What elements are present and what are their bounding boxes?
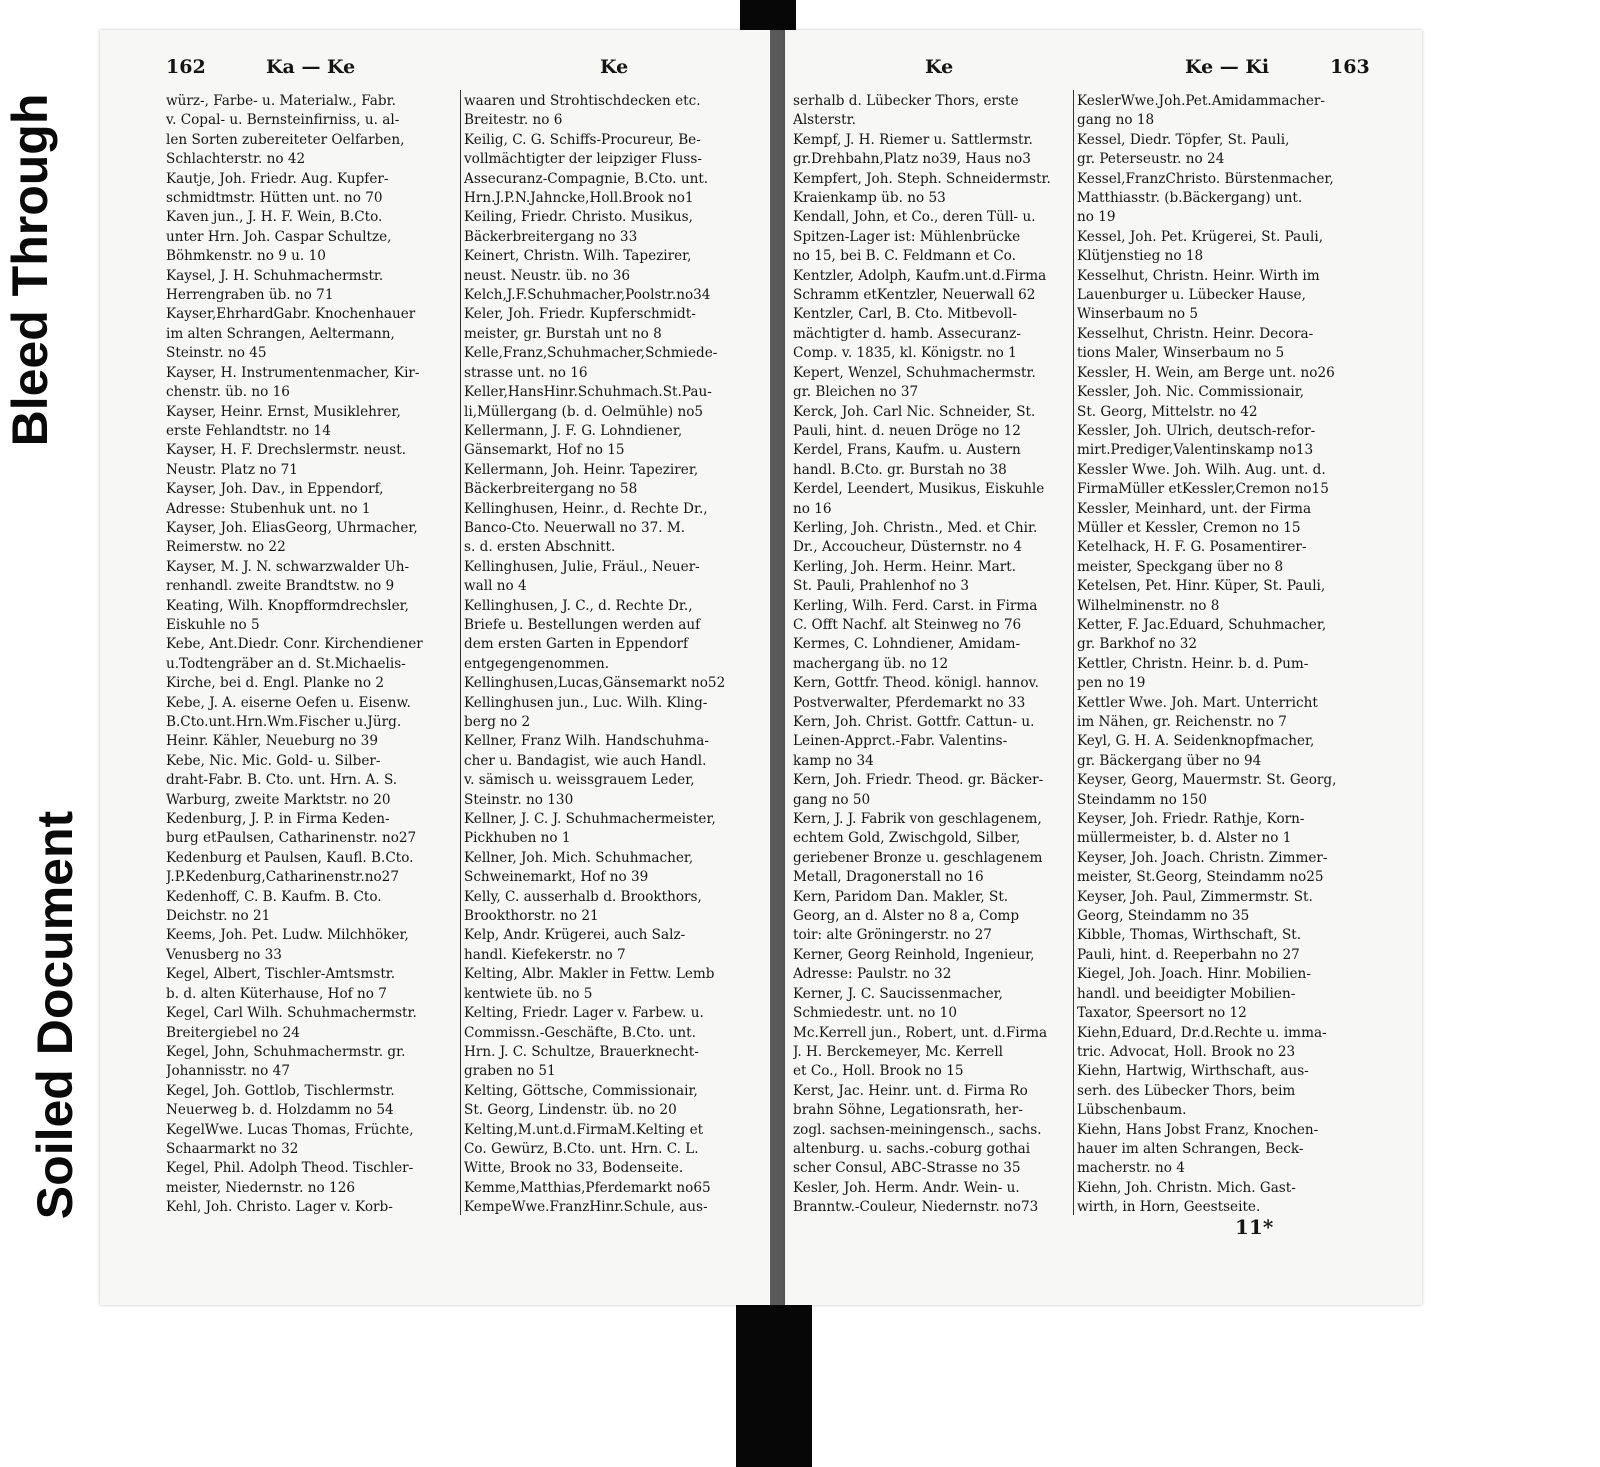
directory-entry-line: Schlachterstr. no 42	[166, 151, 306, 168]
directory-entry-line: Kessler, H. Wein, am Berge unt. no26	[1077, 364, 1335, 381]
directory-entry-line: Taxator, Speersort no 12	[1077, 1005, 1247, 1022]
directory-entry-line: Kelting,M.unt.d.FirmaM.Kelting et	[464, 1121, 704, 1138]
directory-entry-line: echtem Gold, Zwischgold, Silber,	[793, 830, 1021, 847]
directory-entry-line: St. Georg, Lindenstr. üb. no 20	[464, 1102, 677, 1119]
directory-entry-line: FirmaMüller etKessler,Cremon no15	[1077, 481, 1329, 498]
directory-entry-line: Kellner, Joh. Mich. Schuhmacher,	[464, 849, 694, 866]
directory-entry-line: no 15, bei B. C. Feldmann et Co.	[793, 248, 1016, 265]
directory-entry-line: Kern, Paridom Dan. Makler, St.	[793, 888, 1009, 905]
directory-entry-line: im Nähen, gr. Reichenstr. no 7	[1077, 714, 1287, 730]
directory-entry-line: Kern, Gottfr. Theod. königl. hannov.	[793, 675, 1039, 692]
directory-entry-line: handl. und beeidigter Mobilien-	[1077, 985, 1296, 1002]
folio-mark: 11*	[1235, 1215, 1274, 1239]
directory-entry-line: wall no 4	[464, 578, 527, 595]
directory-entry-line: Pickhuben no 1	[464, 830, 571, 847]
directory-entry-line: Kautje, Joh. Friedr. Aug. Kupfer-	[166, 170, 389, 187]
directory-entry-line: Pauli, hint. d. Reeperbahn no 27	[1077, 946, 1300, 963]
directory-entry-line: Kesselhut, Christn. Heinr. Decora-	[1077, 325, 1314, 342]
directory-entry-line: Kerdel, Frans, Kaufm. u. Austern	[793, 442, 1021, 459]
directory-entry-line: Johannisstr. no 47	[166, 1063, 290, 1080]
directory-entry-line: Klütjenstieg no 18	[1077, 248, 1204, 265]
directory-entry-line: Keems, Joh. Pet. Ludw. Milchhöker,	[166, 927, 409, 944]
directory-entry-line: Ketelsen, Pet. Hinr. Küper, St. Pauli,	[1077, 578, 1326, 595]
directory-entry-line: KempeWwe.FranzHinr.Schule, aus-	[464, 1199, 708, 1216]
directory-entry-line: Kellinghusen, Julie, Fräul., Neuer-	[464, 558, 700, 575]
directory-entry-line: Schweinemarkt, Hof no 39	[464, 869, 649, 886]
directory-entry-line: meister, St.Georg, Steindamm no25	[1077, 869, 1324, 886]
directory-entry-line: wirth, in Horn, Geestseite.	[1077, 1199, 1261, 1216]
directory-entry-line: burg etPaulsen, Catharinenstr. no27	[166, 830, 417, 847]
directory-entry-line: hauer im alten Schrangen, Beck-	[1077, 1140, 1304, 1157]
directory-entry-line: gang no 18	[1077, 112, 1155, 129]
directory-entry-line: Keyser, Joh. Friedr. Rathje, Korn-	[1077, 811, 1305, 828]
binding-strip-bottom	[736, 1302, 812, 1467]
directory-entry-line: Kelting, Göttsche, Commissionair,	[464, 1082, 698, 1099]
directory-entry-line: Kessler, Joh. Ulrich, deutsch-refor-	[1077, 422, 1316, 439]
directory-entry-line: macherstr. no 4	[1077, 1160, 1185, 1177]
directory-entry-line: Keller,HansHinr.Schuhmach.St.Pau-	[464, 384, 712, 401]
directory-entry-line: Keilig, C. G. Schiffs-Procureur, Be-	[464, 131, 701, 148]
directory-entry-line: Postverwalter, Pferdemarkt no 33	[793, 694, 1026, 711]
directory-entry-line: b. d. alten Küterhause, Hof no 7	[166, 985, 387, 1002]
directory-entry-line: Kerdel, Leendert, Musikus, Eiskuhle	[793, 481, 1045, 498]
directory-entry-line: dem ersten Garten in Eppendorf	[464, 636, 689, 653]
directory-entry-line: Kern, Joh. Friedr. Theod. gr. Bäcker-	[793, 772, 1044, 789]
directory-entry-line: Kelp, Andr. Krügerei, auch Salz-	[464, 927, 686, 944]
page-number-right: 163	[1330, 56, 1370, 78]
directory-entry-line: meister, gr. Burstah unt no 8	[464, 325, 662, 342]
left-page	[100, 30, 770, 1305]
directory-entry-line: Matthiasstr. (b.Bäckergang) unt.	[1077, 190, 1303, 207]
directory-entry-line: zogl. sachsen-meiningensch., sachs.	[793, 1121, 1042, 1138]
directory-entry-line: Metall, Dragonerstall no 16	[793, 869, 984, 886]
directory-entry-line: Mc.Kerrell jun., Robert, unt. d.Firma	[793, 1024, 1048, 1041]
directory-entry-line: Kesselhut, Christn. Heinr. Wirth im	[1077, 267, 1320, 284]
right-page	[785, 30, 1422, 1305]
directory-entry-line: Comp. v. 1835, kl. Königstr. no 1	[793, 345, 1017, 362]
directory-entry-line: Kessler Wwe. Joh. Wilh. Aug. unt. d.	[1077, 461, 1326, 478]
directory-entry-line: Kellinghusen, Heinr., d. Rechte Dr.,	[464, 500, 708, 517]
directory-entry-line: Kiehn, Hans Jobst Franz, Knochen-	[1077, 1121, 1319, 1138]
directory-entry-line: Brookthorstr. no 21	[464, 908, 599, 925]
directory-entry-line: len Sorten zubereiteter Oelfarben,	[166, 131, 405, 148]
directory-entry-line: Briefe u. Bestellungen werden auf	[464, 616, 701, 633]
directory-entry-line: Kiehn, Joh. Christn. Mich. Gast-	[1077, 1179, 1296, 1196]
directory-entry-line: Kessler, Meinhard, unt. der Firma	[1077, 500, 1312, 517]
directory-entry-line: no 19	[1077, 209, 1116, 226]
directory-entry-line: Keating, Wilh. Knopfformdrechsler,	[166, 597, 410, 614]
directory-entry-line: Kerling, Joh. Herm. Heinr. Mart.	[793, 558, 1017, 575]
directory-entry-line: Kayser, Joh. EliasGeorg, Uhrmacher,	[166, 519, 418, 536]
directory-entry-line: Kempfert, Joh. Steph. Schneidermstr.	[793, 170, 1051, 187]
directory-entry-line: Keyser, Joh. Joach. Christn. Zimmer-	[1077, 849, 1328, 866]
directory-entry-line: Kelting, Albr. Makler in Fettw. Lemb	[464, 966, 715, 983]
directory-entry-line: Kiehn,Eduard, Dr.d.Rechte u. imma-	[1077, 1024, 1327, 1041]
directory-entry-line: Keyser, Joh. Paul, Zimmermstr. St.	[1077, 888, 1313, 905]
directory-entry-line: Assecuranz-Compagnie, B.Cto. unt.	[464, 170, 709, 187]
directory-entry-line: Kemme,Matthias,Pferdemarkt no65	[464, 1179, 711, 1196]
directory-entry-line: Kegel, Carl Wilh. Schuhmachermstr.	[166, 1005, 417, 1022]
directory-entry-line: Kerling, Joh. Christn., Med. et Chir.	[793, 519, 1038, 536]
directory-entry-line: strasse unt. no 16	[464, 364, 588, 381]
directory-entry-line: no 16	[793, 500, 832, 517]
directory-entry-line: Adresse: Stubenhuk unt. no 1	[166, 500, 371, 517]
directory-entry-line: C. Offt Nachf. alt Steinweg no 76	[793, 616, 1022, 633]
binding-strip-top	[740, 0, 796, 30]
directory-entry-line: Kelly, C. ausserhalb d. Brookthors,	[464, 888, 702, 905]
directory-entry-line: J.P.Kedenburg,Catharinenstr.no27	[166, 869, 399, 886]
running-head-center-right: Ke	[925, 56, 954, 78]
directory-entry-line: Kerck, Joh. Carl Nic. Schneider, St.	[793, 403, 1036, 420]
directory-entry-line: li,Müllergang (b. d. Oelmühle) no5	[464, 403, 704, 420]
running-head-center-left: Ke	[600, 56, 629, 78]
directory-entry-line: Lübschenbaum.	[1077, 1102, 1187, 1119]
directory-entry-line: kamp no 34	[793, 752, 874, 769]
directory-entry-line: Kempf, J. H. Riemer u. Sattlermstr.	[793, 131, 1033, 148]
directory-entry-line: tric. Advocat, Holl. Brook no 23	[1077, 1043, 1296, 1060]
directory-entry-line: s. d. ersten Abschnitt.	[464, 539, 616, 556]
directory-entry-line: pen no 19	[1077, 675, 1146, 692]
directory-entry-line: Warburg, zweite Marktstr. no 20	[166, 791, 391, 808]
directory-entry-line: Breitergiebel no 24	[166, 1024, 300, 1041]
directory-entry-line: Kegel, John, Schuhmachermstr. gr.	[166, 1043, 406, 1060]
directory-entry-line: gr.Drehbahn,Platz no39, Haus no3	[793, 151, 1031, 168]
directory-entry-line: Kesler, Joh. Herm. Andr. Wein- u.	[793, 1179, 1020, 1196]
directory-entry-line: Banco-Cto. Neuerwall no 37. M.	[464, 519, 686, 536]
directory-entry-line: gr. Bäckergang über no 94	[1077, 752, 1262, 769]
directory-entry-line: Steindamm no 150	[1077, 791, 1208, 808]
right-column-1	[793, 92, 1071, 1218]
directory-entry-line: Kebe, Ant.Diedr. Conr. Kirchendiener	[166, 636, 423, 653]
directory-entry-line: Kettler, Christn. Heinr. b. d. Pum-	[1077, 655, 1309, 672]
directory-entry-line: B.Cto.unt.Hrn.Wm.Fischer u.Jürg.	[166, 714, 402, 730]
right-column-2	[1077, 92, 1355, 1218]
left-column-1	[166, 92, 459, 1218]
directory-entry-line: Eiskuhle no 5	[166, 616, 260, 633]
directory-entry-line: Kayser, H. Instrumentenmacher, Kir-	[166, 364, 420, 381]
directory-entry-line: Bäckerbreitergang no 33	[464, 228, 638, 245]
directory-entry-line: Kellner, J. C. J. Schuhmachermeister,	[464, 811, 716, 828]
directory-entry-line: Kibble, Thomas, Wirthschaft, St.	[1077, 927, 1302, 944]
directory-entry-line: Kellinghusen jun., Luc. Wilh. Kling-	[464, 694, 708, 711]
directory-entry-line: entgegengenommen.	[464, 655, 610, 672]
directory-entry-line: Leinen-Apprct.-Fabr. Valentins-	[793, 733, 1008, 750]
directory-entry-line: Kettler Wwe. Joh. Mart. Unterricht	[1077, 694, 1318, 711]
directory-entry-line: Schramm etKentzler, Neuerwall 62	[793, 287, 1036, 304]
directory-entry-line: Keler, Joh. Friedr. Kupferschmidt-	[464, 306, 696, 323]
directory-entry-line: Kayser, H. F. Drechslermstr. neust.	[166, 442, 407, 459]
directory-entry-line: Kessel,FranzChristo. Bürstenmacher,	[1077, 170, 1334, 187]
directory-entry-line: J. H. Berckemeyer, Mc. Kerrell	[793, 1043, 1004, 1060]
directory-entry-line: schmidtmstr. Hütten unt. no 70	[166, 190, 383, 207]
directory-entry-line: Heinr. Kähler, Neueburg no 39	[166, 733, 378, 750]
directory-entry-line: draht-Fabr. B. Cto. unt. Hrn. A. S.	[166, 772, 398, 789]
directory-entry-line: unter Hrn. Joh. Caspar Schultze,	[166, 228, 392, 245]
directory-entry-line: gr. Barkhof no 32	[1077, 636, 1198, 653]
directory-entry-line: Kegel, Phil. Adolph Theod. Tischler-	[166, 1160, 414, 1177]
left-column-2	[464, 92, 757, 1218]
directory-entry-line: KeslerWwe.Joh.Pet.Amidammacher-	[1077, 93, 1325, 109]
soiled-document-label: Soiled Document	[27, 810, 83, 1220]
directory-entry-line: Kelting, Friedr. Lager v. Farbew. u.	[464, 1005, 704, 1022]
directory-entry-line: Kayser, Joh. Dav., in Eppendorf,	[166, 481, 384, 498]
directory-entry-line: Kessel, Diedr. Töpfer, St. Pauli,	[1077, 131, 1290, 148]
directory-entry-line: Steinstr. no 130	[464, 791, 574, 808]
directory-entry-line: Kern, Joh. Christ. Gottfr. Cattun- u.	[793, 714, 1035, 730]
directory-entry-line: Adresse: Paulstr. no 32	[793, 966, 952, 983]
directory-entry-line: serhalb d. Lübecker Thors, erste	[793, 93, 1019, 109]
directory-entry-line: Kerner, Georg Reinhold, Ingenieur,	[793, 946, 1035, 963]
directory-entry-line: Lauenburger u. Lübecker Hause,	[1077, 287, 1306, 304]
directory-entry-line: altenburg. u. sachs.-coburg gothai	[793, 1140, 1031, 1157]
directory-entry-line: Böhmkenstr. no 9 u. 10	[166, 248, 326, 265]
directory-entry-line: Kermes, C. Lohndiener, Amidam-	[793, 636, 1021, 653]
directory-entry-line: Commissn.-Geschäfte, B.Cto. unt.	[464, 1024, 696, 1041]
directory-entry-line: Müller et Kessler, Cremon no 15	[1077, 519, 1301, 536]
book-gutter	[770, 30, 785, 1305]
directory-entry-line: Kelch,J.F.Schuhmacher,Poolstr.no34	[464, 287, 711, 304]
directory-entry-line: St. Pauli, Prahlenhof no 3	[793, 578, 970, 595]
directory-entry-line: Dr., Accoucheur, Düsternstr. no 4	[793, 539, 1023, 556]
directory-entry-line: Kellermann, Joh. Heinr. Tapezirer,	[464, 461, 699, 478]
directory-entry-line: Witte, Brook no 33, Bodenseite.	[464, 1160, 684, 1177]
directory-entry-line: Hrn.J.P.N.Jahncke,Holl.Brook no1	[464, 190, 694, 207]
directory-entry-line: Schaarmarkt no 32	[166, 1140, 299, 1157]
directory-entry-line: KegelWwe. Lucas Thomas, Früchte,	[166, 1121, 414, 1138]
directory-entry-line: Kedenburg, J. P. in Firma Keden-	[166, 811, 390, 828]
directory-entry-line: Kessel, Joh. Pet. Krügerei, St. Pauli,	[1077, 228, 1324, 245]
directory-entry-line: Herrengraben üb. no 71	[166, 287, 334, 304]
directory-entry-line: Gänsemarkt, Hof no 15	[464, 442, 625, 459]
directory-entry-line: Winserbaum no 5	[1077, 306, 1199, 323]
directory-entry-line: Georg, Steindamm no 35	[1077, 908, 1250, 925]
directory-entry-line: cher u. Bandagist, wie auch Handl.	[464, 752, 707, 769]
directory-entry-line: Kerling, Wilh. Ferd. Carst. in Firma	[793, 597, 1038, 614]
directory-entry-line: meister, Speckgang über no 8	[1077, 558, 1284, 575]
directory-entry-line: Kepert, Wenzel, Schuhmachermstr.	[793, 364, 1036, 381]
directory-entry-line: Kendall, John, et Co., deren Tüll- u.	[793, 209, 1036, 226]
page-number-left: 162	[166, 56, 206, 78]
directory-entry-line: waaren und Strohtischdecken etc.	[464, 93, 701, 109]
directory-entry-line: Wilhelminenstr. no 8	[1077, 597, 1220, 614]
directory-entry-line: Spitzen-Lager ist: Mühlenbrücke	[793, 228, 1021, 245]
directory-entry-line: Neuerweg b. d. Holzdamm no 54	[166, 1102, 394, 1119]
directory-entry-line: Kegel, Albert, Tischler-Amtsmstr.	[166, 966, 396, 983]
directory-entry-line: Kegel, Joh. Gottlob, Tischlermstr.	[166, 1082, 395, 1099]
directory-entry-line: tions Maler, Winserbaum no 5	[1077, 345, 1285, 362]
directory-entry-line: Neustr. Platz no 71	[166, 461, 298, 478]
directory-entry-line: Kebe, J. A. eiserne Oefen u. Eisenw.	[166, 694, 411, 711]
directory-entry-line: Kebe, Nic. Mic. Gold- u. Silber-	[166, 752, 381, 769]
directory-entry-line: gang no 50	[793, 791, 871, 808]
directory-entry-line: Kraienkamp üb. no 53	[793, 190, 946, 207]
directory-entry-line: Pauli, hint. d. neuen Dröge no 12	[793, 422, 1021, 439]
directory-entry-line: mirt.Prediger,Valentinskamp no13	[1077, 442, 1314, 459]
directory-entry-line: graben no 51	[464, 1063, 556, 1080]
directory-entry-line: Kelle,Franz,Schuhmacher,Schmiede-	[464, 345, 718, 362]
directory-entry-line: Kellermann, J. F. G. Lohndiener,	[464, 422, 683, 439]
directory-entry-line: v. Copal- u. Bernsteinfirniss, u. al-	[166, 112, 400, 129]
directory-entry-line: et Co., Holl. Brook no 15	[793, 1063, 964, 1080]
directory-entry-line: mächtigter d. hamb. Assecuranz-	[793, 325, 1021, 342]
directory-entry-line: Kayser, Heinr. Ernst, Musiklehrer,	[166, 403, 401, 420]
directory-entry-line: scher Consul, ABC-Strasse no 35	[793, 1160, 1021, 1177]
directory-entry-line: Reimerstw. no 22	[166, 539, 286, 556]
directory-entry-line: Kiegel, Joh. Joach. Hinr. Mobilien-	[1077, 966, 1311, 983]
directory-entry-line: Kedenhoff, C. B. Kaufm. B. Cto.	[166, 888, 382, 905]
directory-entry-line: Ketter, F. Jac.Eduard, Schuhmacher,	[1077, 616, 1327, 633]
directory-entry-line: Keiling, Friedr. Christo. Musikus,	[464, 209, 693, 226]
directory-entry-line: geriebener Bronze u. geschlagenem	[793, 849, 1043, 866]
directory-entry-line: vollmächtigter der leipziger Fluss-	[464, 151, 702, 168]
directory-entry-line: Kentzler, Carl, B. Cto. Mitbevoll-	[793, 306, 1017, 323]
directory-entry-line: meister, Niedernstr. no 126	[166, 1179, 355, 1196]
directory-entry-line: müllermeister, b. d. Alster no 1	[1077, 830, 1292, 847]
directory-entry-line: Kellner, Franz Wilh. Handschuhma-	[464, 733, 709, 750]
directory-entry-line: Kaven jun., J. H. F. Wein, B.Cto.	[166, 209, 383, 226]
directory-entry-line: Kentzler, Adolph, Kaufm.unt.d.Firma	[793, 267, 1047, 284]
directory-entry-line: Keinert, Christn. Wilh. Tapezirer,	[464, 248, 692, 265]
directory-entry-line: gr. Bleichen no 37	[793, 384, 919, 401]
directory-entry-line: handl. Kiefekerstr. no 7	[464, 946, 626, 963]
directory-entry-line: Kaysel, J. H. Schuhmachermstr.	[166, 267, 384, 284]
directory-entry-line: Kayser,EhrhardGabr. Knochenhauer	[166, 306, 416, 323]
directory-entry-line: Venusberg no 33	[166, 946, 282, 963]
directory-entry-line: neust. Neustr. üb. no 36	[464, 267, 631, 284]
directory-entry-line: Kayser, M. J. N. schwarzwalder Uh-	[166, 558, 410, 575]
directory-entry-line: Steinstr. no 45	[166, 345, 267, 362]
directory-entry-line: St. Georg, Mittelstr. no 42	[1077, 403, 1258, 420]
running-head-left: Ka — Ke	[266, 56, 356, 78]
directory-entry-line: Kehl, Joh. Christo. Lager v. Korb-	[166, 1199, 393, 1216]
directory-entry-line: Hrn. J. C. Schultze, Brauerknecht-	[464, 1043, 699, 1060]
directory-entry-line: Breitestr. no 6	[464, 112, 563, 129]
directory-entry-line: Kern, J. J. Fabrik von geschlagenem,	[793, 811, 1042, 828]
column-divider-right	[1073, 90, 1074, 1215]
directory-entry-line: würz-, Farbe- u. Materialw., Fabr.	[166, 93, 396, 109]
directory-entry-line: gr. Peterseustr. no 24	[1077, 151, 1225, 168]
directory-entry-line: toir: alte Gröningerstr. no 27	[793, 927, 992, 944]
directory-entry-line: Bäckerbreitergang no 58	[464, 481, 638, 498]
directory-entry-line: kentwiete üb. no 5	[464, 985, 593, 1002]
directory-entry-line: Schmiedestr. unt. no 10	[793, 1005, 957, 1022]
directory-entry-line: handl. B.Cto. gr. Burstah no 38	[793, 461, 1007, 478]
running-head-right: Ke — Ki	[1185, 56, 1270, 78]
directory-entry-line: Branntw.-Couleur, Niedernstr. no73	[793, 1199, 1039, 1216]
directory-entry-line: chenstr. üb. no 16	[166, 384, 290, 401]
directory-entry-line: Kessler, Joh. Nic. Commissionair,	[1077, 384, 1305, 401]
directory-entry-line: erste Fehlandtstr. no 14	[166, 422, 331, 439]
bleed-through-label: Bleed Through	[2, 93, 58, 447]
directory-entry-line: v. sämisch u. weissgrauem Leder,	[464, 772, 695, 789]
directory-entry-line: renhandl. zweite Brandtstw. no 9	[166, 578, 395, 595]
directory-entry-line: Georg, an d. Alster no 8 a, Comp	[793, 908, 1020, 925]
directory-entry-line: Kellinghusen, J. C., d. Rechte Dr.,	[464, 597, 693, 614]
directory-entry-line: brahn Söhne, Legationsrath, her-	[793, 1102, 1023, 1119]
directory-entry-line: Kellinghusen,Lucas,Gänsemarkt no52	[464, 675, 726, 692]
directory-entry-line: Deichstr. no 21	[166, 908, 271, 925]
directory-entry-line: serh. des Lübecker Thors, beim	[1077, 1082, 1296, 1099]
column-divider-left	[460, 90, 461, 1215]
directory-entry-line: berg no 2	[464, 714, 531, 730]
directory-entry-line: Kedenburg et Paulsen, Kaufl. B.Cto.	[166, 849, 414, 866]
directory-entry-line: Kiehn, Hartwig, Wirthschaft, aus-	[1077, 1063, 1309, 1080]
directory-entry-line: Keyser, Georg, Mauermstr. St. Georg,	[1077, 772, 1337, 789]
directory-entry-line: Keyl, G. H. A. Seidenknopfmacher,	[1077, 733, 1315, 750]
directory-entry-line: Kerst, Jac. Heinr. unt. d. Firma Ro	[793, 1082, 1028, 1099]
directory-entry-line: im alten Schrangen, Aeltermann,	[166, 325, 395, 342]
directory-entry-line: Alsterstr.	[793, 112, 856, 129]
directory-entry-line: Kerner, J. C. Saucissenmacher,	[793, 985, 1003, 1002]
directory-entry-line: machergang üb. no 12	[793, 655, 949, 672]
directory-entry-line: Co. Gewürz, B.Cto. unt. Hrn. C. L.	[464, 1140, 699, 1157]
directory-entry-line: Ketelhack, H. F. G. Posamentirer-	[1077, 539, 1307, 556]
directory-entry-line: Kirche, bei d. Engl. Planke no 2	[166, 675, 385, 692]
directory-entry-line: u.Todtengräber an d. St.Michaelis-	[166, 655, 406, 672]
